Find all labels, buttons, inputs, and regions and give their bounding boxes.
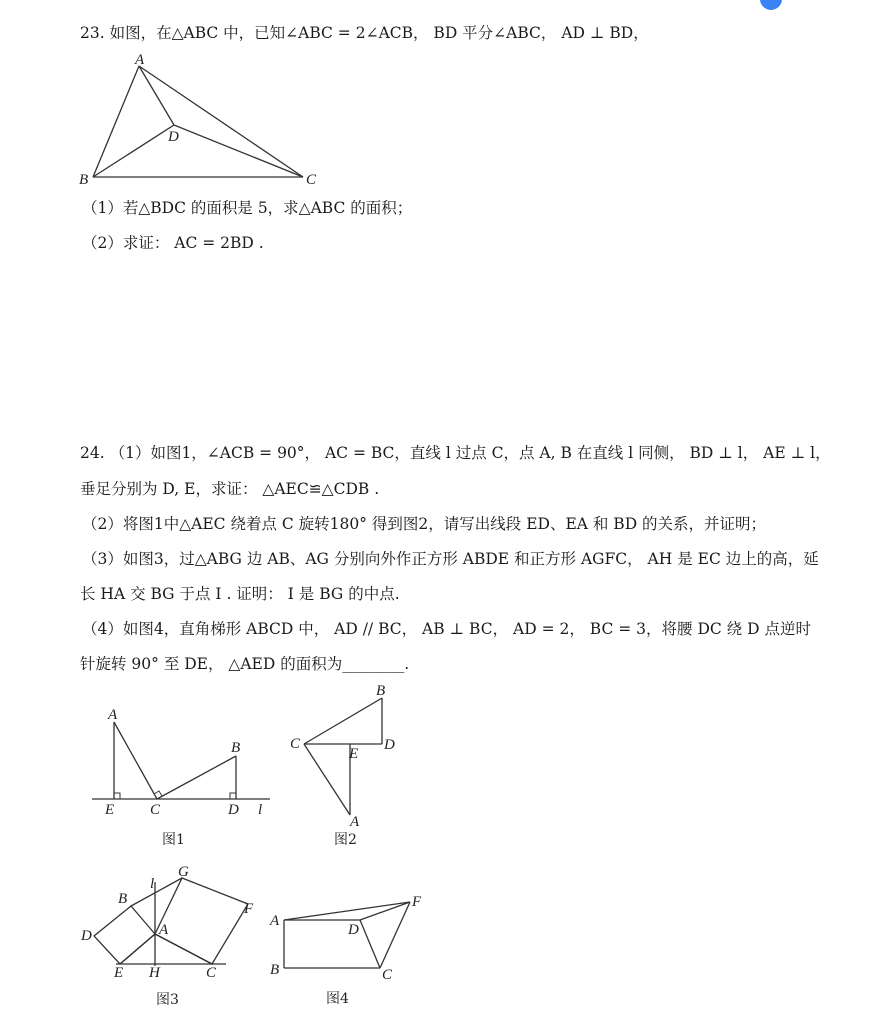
label-C: C xyxy=(150,802,161,818)
seg-CF xyxy=(380,902,410,968)
caption-fig4: 图4 xyxy=(326,991,349,1007)
seg-AC xyxy=(155,934,212,964)
seg-CA xyxy=(304,744,350,815)
label-F: F xyxy=(244,901,254,917)
edge-BD xyxy=(93,125,174,177)
label-D: D xyxy=(168,129,179,145)
label-B: B xyxy=(376,683,386,699)
label-B: B xyxy=(231,740,241,756)
label-D: D xyxy=(384,737,395,753)
seg-CB xyxy=(304,698,382,744)
label-A: A xyxy=(108,707,118,723)
label-H: H xyxy=(149,965,160,981)
seg-BG xyxy=(131,878,182,906)
q23-part1: （1）若△BDC 的面积是 5，求△ABC 的面积； xyxy=(82,199,413,217)
label-l: l xyxy=(258,802,263,818)
edge-AB xyxy=(93,66,139,177)
q24-line6: （4）如图4，直角梯形 ABCD 中， AD // BC， AB ⊥ BC， AD = 2， BC = 3，将腰 DC 绕 D 点逆时 xyxy=(82,620,811,638)
label-B: B xyxy=(270,962,280,978)
q23-triangle-figure xyxy=(76,50,326,190)
label-C: C xyxy=(306,172,317,188)
q24-line1: 24. （1）如图1，∠ACB = 90°， AC = BC，直线 l 过点 C，点 A, B 在直线 l 同侧， BD ⊥ l， AE ⊥ l， xyxy=(80,444,831,462)
q23-stem: 23. 如图，在△ABC 中，已知∠ABC = 2∠ACB， BD 平分∠ABC， AD ⊥ BD， xyxy=(80,24,649,42)
seg-CB xyxy=(157,756,236,799)
caption-fig3: 图3 xyxy=(156,992,179,1008)
label-B: B xyxy=(79,172,89,188)
corner-badge-icon xyxy=(760,0,782,10)
q23-part2: （2）求证： AC = 2BD . xyxy=(82,234,264,252)
figure-4 xyxy=(268,886,438,1012)
label-G: G xyxy=(178,864,189,880)
q24-line5: 长 HA 交 BG 于点 I . 证明： I 是 BG 的中点. xyxy=(80,585,400,603)
label-B: B xyxy=(118,891,128,907)
right-angle-E xyxy=(114,793,120,799)
q24-line2: 垂足分别为 D, E，求证： △AEC≌△CDB . xyxy=(80,480,380,498)
label-D: D xyxy=(348,922,359,938)
q24-line3: （2）将图1中△AEC 绕着点 C 旋转180° 得到图2，请写出线段 ED、EA 和 BD 的关系，并证明； xyxy=(82,515,767,533)
figure-3 xyxy=(80,860,270,1012)
figure-2 xyxy=(286,682,416,852)
seg-AC xyxy=(114,722,157,799)
label-A: A xyxy=(350,814,360,830)
label-C: C xyxy=(206,965,217,981)
label-F: F xyxy=(412,894,422,910)
label-E: E xyxy=(114,965,124,981)
caption-fig2: 图2 xyxy=(334,832,357,848)
edge-AD xyxy=(139,66,174,125)
label-A: A xyxy=(270,913,280,929)
square-ABDE xyxy=(94,906,155,964)
label-A: A xyxy=(159,922,169,938)
label-C: C xyxy=(382,967,393,983)
square-AGFC xyxy=(155,878,248,964)
q24-line4: （3）如图3，过△ABG 边 AB、AG 分别向外作正方形 ABDE 和正方形 AGFC， AH 是 EC 边上的高，延 xyxy=(82,550,819,568)
seg-DC xyxy=(360,920,380,968)
seg-AF xyxy=(284,902,410,920)
label-l: l xyxy=(150,876,155,892)
q24-line7: 针旋转 90° 至 DE， △AED 的面积为________. xyxy=(80,655,410,673)
right-angle-D xyxy=(230,793,236,799)
label-D: D xyxy=(81,928,92,944)
edge-AC xyxy=(139,66,303,177)
seg-AE xyxy=(120,934,155,964)
label-E: E xyxy=(105,802,115,818)
caption-fig1: 图1 xyxy=(162,832,185,848)
figure-1 xyxy=(88,700,288,850)
label-C: C xyxy=(290,736,301,752)
label-D: D xyxy=(228,802,239,818)
label-E: E xyxy=(349,746,359,762)
label-A: A xyxy=(135,52,145,68)
